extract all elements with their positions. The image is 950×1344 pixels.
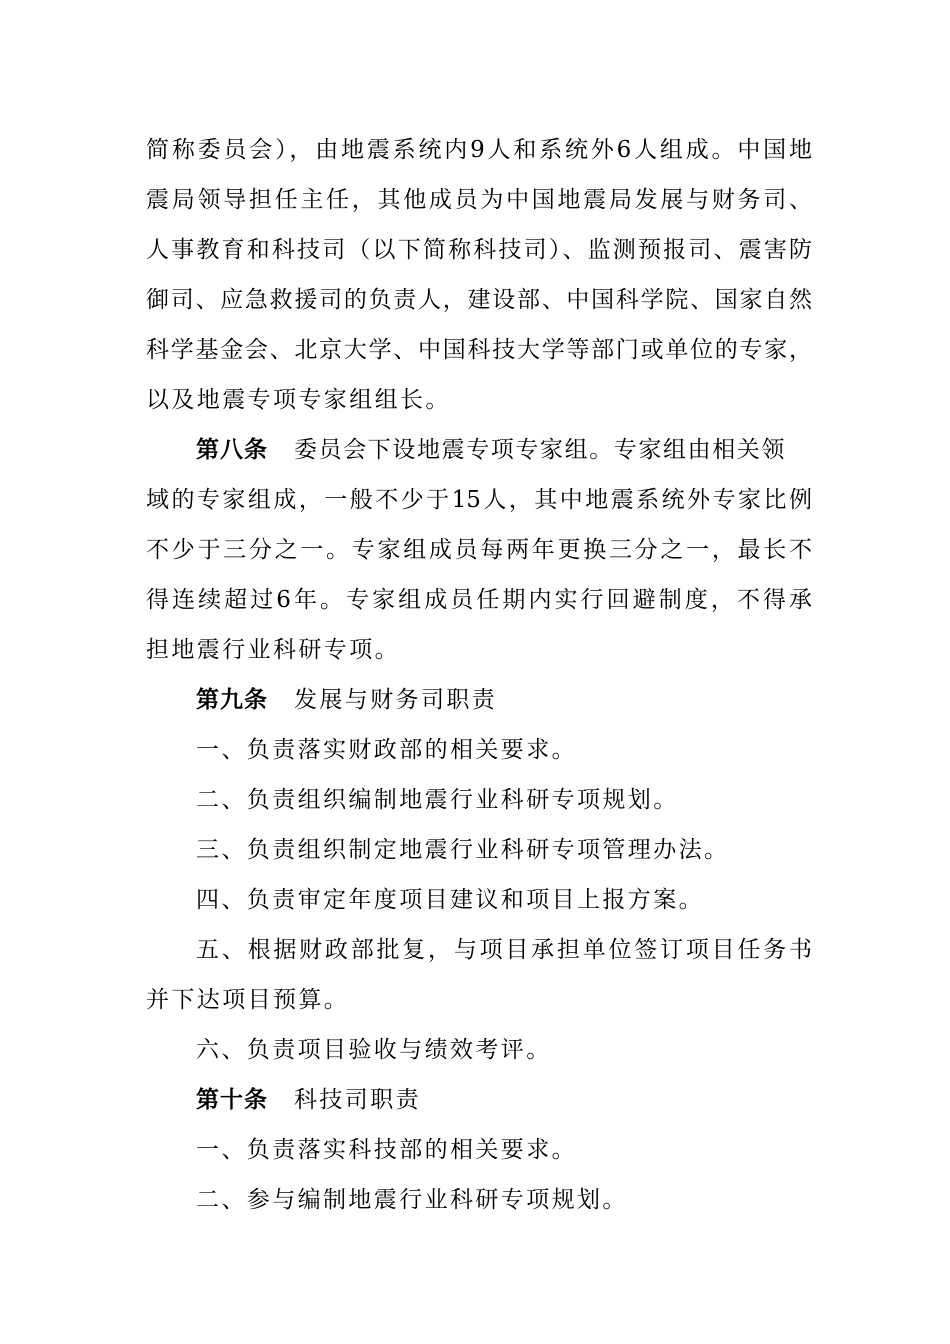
paragraph-line: 震局领导担任主任，其他成员为中国地震局发展与财务司、	[146, 187, 812, 213]
paragraph-line: 简称委员会），由地震系统内9人和系统外6人组成。中国地	[146, 137, 812, 163]
article-8-text: 委员会下设地震专项专家组。专家组由相关领	[294, 437, 786, 463]
article-9-item: 二、负责组织编制地震行业科研专项规划。	[196, 787, 679, 813]
article-8-line: 不少于三分之一。专家组成员每两年更换三分之一，最长不	[146, 537, 812, 563]
article-9-item-continuation: 并下达项目预算。	[146, 987, 350, 1013]
article-9-item: 五、根据财政部批复，与项目承担单位签订项目任务书	[196, 937, 812, 963]
article-10-item: 一、负责落实科技部的相关要求。	[196, 1137, 577, 1163]
paragraph-line: 科学基金会、北京大学、中国科技大学等部门或单位的专家，	[146, 337, 812, 363]
article-9-item: 六、负责项目验收与绩效考评。	[196, 1037, 552, 1063]
article-10-heading-line	[196, 1080, 812, 1120]
paragraph-line: 以及地震专项专家组组长。	[146, 387, 451, 413]
paragraph-line: 御司、应急救援司的负责人，建设部、中国科学院、国家自然	[146, 287, 812, 313]
article-9-item: 三、负责组织制定地震行业科研专项管理办法。	[196, 837, 730, 863]
article-8-first-line	[196, 430, 812, 470]
article-9-title: 发展与财务司职责	[294, 687, 498, 713]
article-8-line: 担地震行业科研专项。	[146, 637, 400, 663]
article-9-heading-line	[196, 680, 812, 720]
article-9-item: 四、负责审定年度项目建议和项目上报方案。	[196, 887, 704, 913]
article-10-item: 二、参与编制地震行业科研专项规划。	[196, 1187, 628, 1213]
article-10-heading: 第十条	[196, 1087, 268, 1113]
article-8-heading: 第八条	[196, 437, 268, 463]
article-9-item: 一、负责落实财政部的相关要求。	[196, 737, 577, 763]
paragraph-line: 人事教育和科技司（以下简称科技司）、监测预报司、震害防	[146, 237, 812, 263]
article-10-title: 科技司职责	[294, 1087, 421, 1113]
article-9-heading: 第九条	[196, 687, 268, 713]
article-8-line: 域的专家组成，一般不少于15人，其中地震系统外专家比例	[146, 487, 812, 513]
article-8-line: 得连续超过6年。专家组成员任期内实行回避制度，不得承	[146, 587, 812, 613]
